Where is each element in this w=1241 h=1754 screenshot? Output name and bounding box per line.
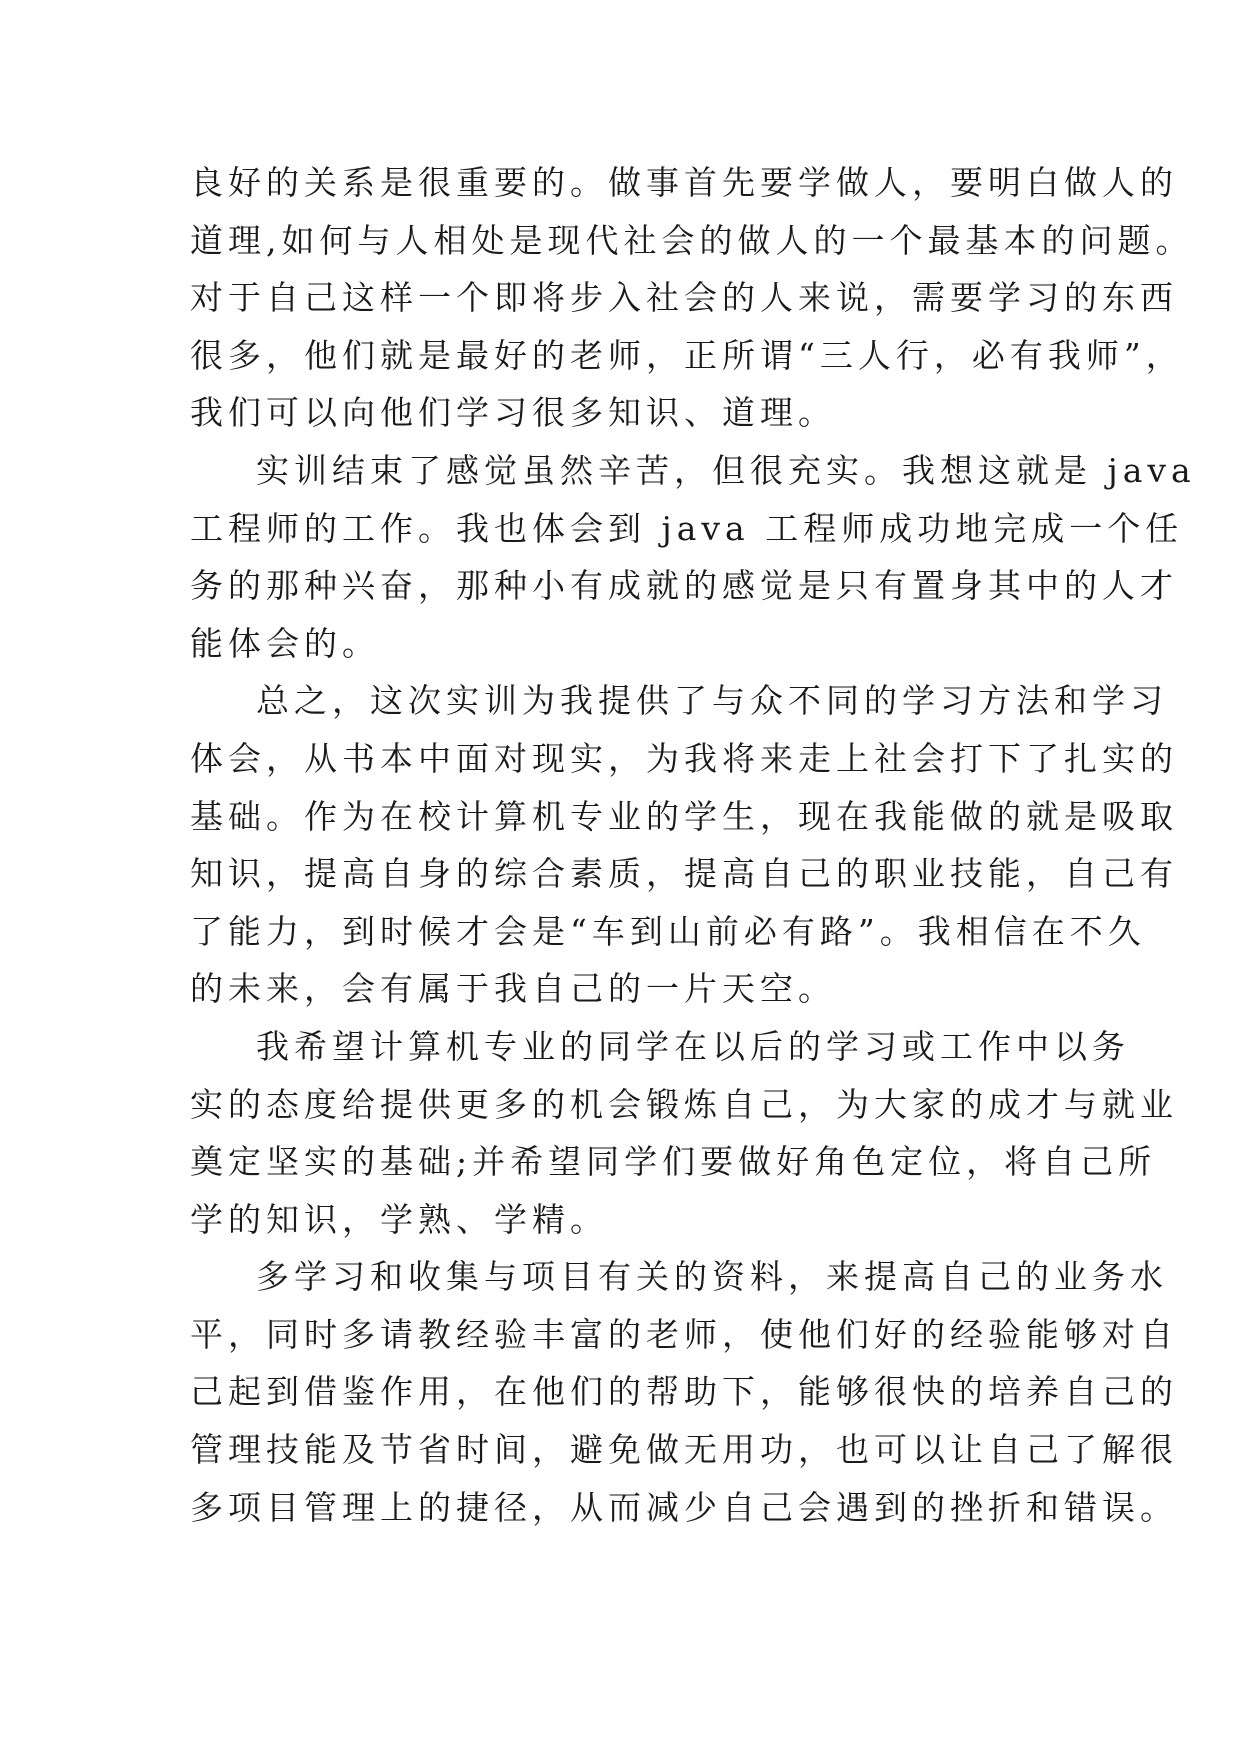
document-body [190, 154, 1196, 1536]
text-line: 总之，这次实训为我提供了与众不同的学习方法和学习 [256, 681, 1168, 721]
text-line: 我们可以向他们学习很多知识、道理。 [190, 393, 836, 433]
paragraph-5 [190, 1248, 1178, 1536]
text-line: 基础。作为在校计算机专业的学生，现在我能做的就是吸取 [190, 796, 1178, 836]
text-line: 工程师的工作。我也体会到 java 工程师成功地完成一个任 [190, 508, 1184, 548]
text-line: 实训结束了感觉虽然辛苦，但很充实。我想这就是 java [256, 450, 1196, 490]
paragraph-4 [190, 1018, 1178, 1248]
text-line: 务的那种兴奋，那种小有成就的感觉是只有置身其中的人才 [190, 566, 1178, 606]
text-line: 平，同时多请教经验丰富的老师，使他们好的经验能够对自 [190, 1314, 1178, 1354]
text-line: 对于自己这样一个即将步入社会的人来说，需要学习的东西 [190, 278, 1178, 318]
text-line: 良好的关系是很重要的。做事首先要学做人，要明白做人的 [190, 163, 1178, 202]
paragraph-3 [190, 672, 1178, 1018]
paragraph-2 [190, 442, 1196, 672]
text-line: 知识，提高自身的综合素质，提高自己的职业技能，自己有 [190, 854, 1178, 894]
text-line: 管理技能及节省时间，避免做无用功，也可以让自己了解很 [190, 1430, 1178, 1470]
text-line: 实的态度给提供更多的机会锻炼自己，为大家的成才与就业 [190, 1084, 1178, 1124]
text-line: 道理,如何与人相处是现代社会的做人的一个最基本的问题。 [190, 220, 1194, 260]
text-line: 多学习和收集与项目有关的资料，来提高自己的业务水 [256, 1257, 1168, 1297]
text-line: 我希望计算机专业的同学在以后的学习或工作中以务 [256, 1026, 1130, 1066]
text-line: 学的知识，学熟、学精。 [190, 1199, 608, 1239]
text-line: 的未来，会有属于我自己的一片天空。 [190, 969, 836, 1009]
text-line: 己起到借鉴作用，在他们的帮助下，能够很快的培养自己的 [190, 1372, 1178, 1412]
text-line: 能体会的。 [190, 623, 380, 663]
text-line: 奠定坚实的基础;并希望同学们要做好角色定位，将自己所 [190, 1142, 1157, 1182]
text-line: 多项目管理上的捷径，从而减少自己会遇到的挫折和错误。 [190, 1487, 1178, 1527]
text-line: 很多，他们就是最好的老师，正所谓“三人行，必有我师”， [190, 335, 1184, 375]
text-line: 体会，从书本中面对现实，为我将来走上社会打下了扎实的 [190, 738, 1178, 778]
paragraph-1 [190, 154, 1194, 442]
text-line: 了能力，到时候才会是“车到山前必有路”。我相信在不久 [190, 911, 1146, 951]
